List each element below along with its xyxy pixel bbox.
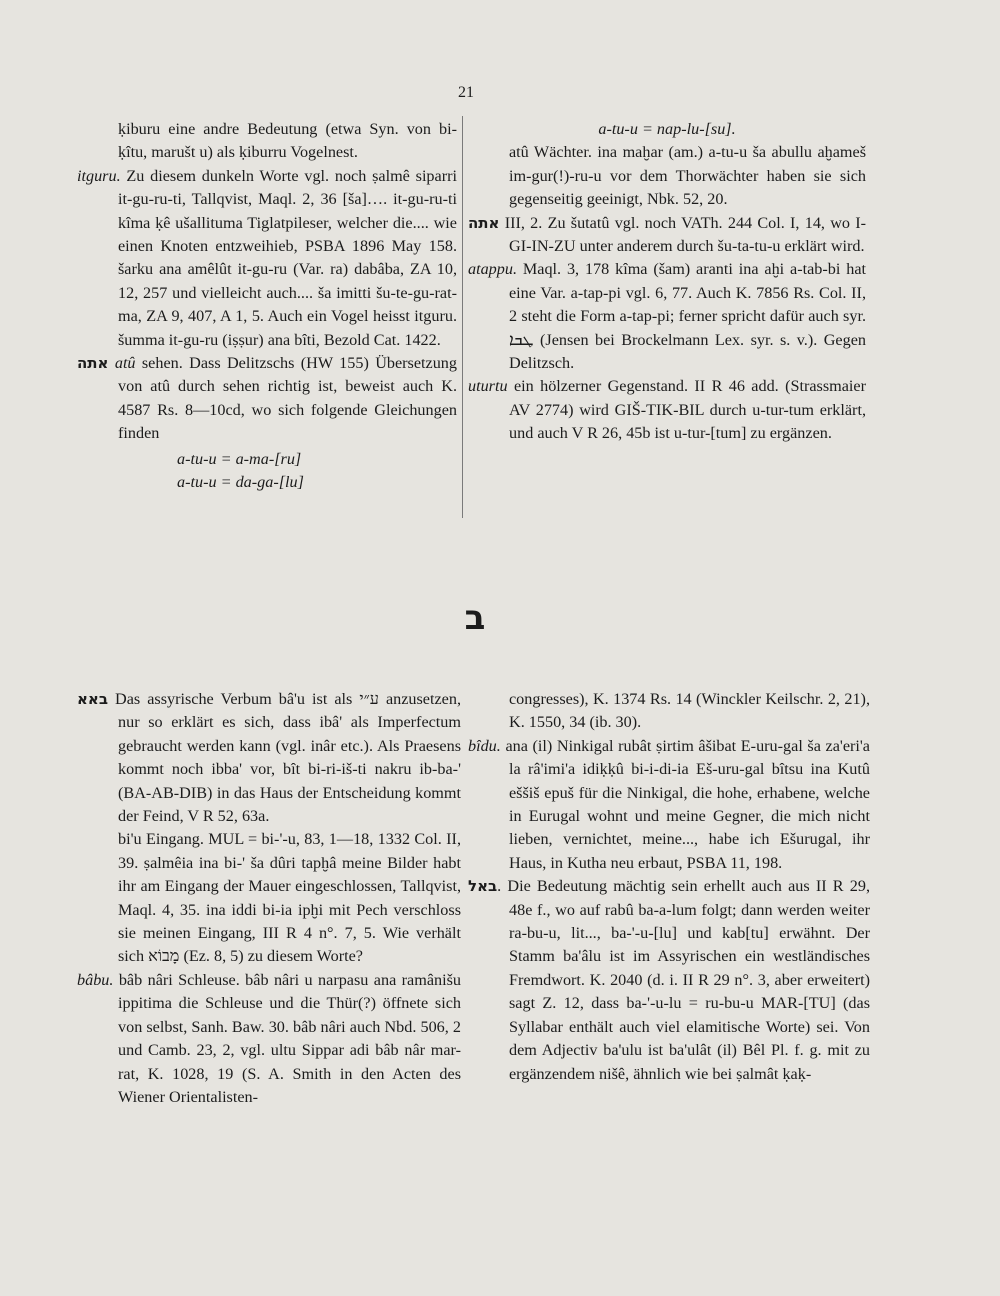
section-letter: ב	[464, 598, 486, 638]
lemma: bâbu.	[77, 970, 114, 989]
entry-babu	[77, 969, 461, 1109]
equation: a-tu-u = a-ma-[ru]	[177, 449, 302, 468]
hebrew-root: אתה	[77, 354, 109, 373]
entry-atu-iii2	[468, 212, 866, 259]
entry-bal	[468, 875, 870, 1086]
entry-bidu	[468, 735, 870, 875]
entry-baa	[77, 688, 461, 828]
equation: a-tu-u = da-ga-[lu]	[177, 473, 304, 492]
paragraph-biu: bi'u Eingang. MUL = bi-'-u, 83, 1—18, 1332 Col. II, 39. ṣalmêia ina bi-' ša dûri tapḫâ meine Bilder habt ihr am Eingang der Mauer eingeschlossen, Tallqvist, Maql. 4, 35. ina iddi bi-ia ipḫi mit Pech verschloss sie meinen Eingang, III R 4 n°. 7, 5. Wie verhält sich מָבוֹא (Ez. 8, 5) zu diesem Worte?	[118, 830, 461, 966]
bottom-right-column	[468, 688, 870, 1086]
equations	[77, 448, 457, 495]
top-right-column	[468, 118, 866, 446]
entry-uturtu	[468, 375, 866, 445]
bottom-left-column	[77, 688, 461, 1109]
lemma: uturtu	[468, 377, 508, 396]
hebrew-root: אתה	[468, 213, 500, 232]
lemma: atû	[114, 354, 136, 373]
column-divider	[462, 116, 463, 518]
lemma: bîdu.	[468, 736, 501, 755]
page-number: 21	[458, 84, 474, 101]
top-left-column	[77, 118, 457, 495]
lemma: atappu.	[468, 260, 518, 279]
entry-text: sehen. Dass Delitzschs (HW 155) Übersetzung von atû durch sehen richtig ist, beweist auch K. 4587 Rs. 8—10cd, wo sich folgende Gleichungen finden	[118, 354, 457, 443]
entry-text: Maql. 3, 178 kîma (šam) aranti ina aḫi a-tab-bi hat eine Var. a-tap-pi vgl. 6, 77. Auch K. 7856 Rs. Col. II, 2 steht die Form a-tap-pi; ferner spricht dafür auch syr. ܛܒܐ (Jensen bei Brockelmann Lex. syr. s. v.). Gegen Delitzsch.	[509, 260, 866, 373]
entry-atappu	[468, 258, 866, 375]
entry-text: III, 2. Zu šutatû vgl. noch VATh. 244 Col. I, 14, wo I-GI-IN-ZU unter anderem durch šu-ta-tu-u erklärt wird.	[499, 213, 866, 256]
entry-text: Das assyrische Verbum bâ'u ist als ע״י anzusetzen, nur so erklärt es sich, dass ibâ' als Imperfectum gebraucht werden kann (vgl. inâr etc.). Als Praesens kommt noch ibba' vor, bît bi-ri-iš-ti nakru ib-ba-' (BA-AB-DIB) in das Haus der Entscheidung kommt der Feind, V R 52, 63a.	[108, 690, 461, 826]
entry-text: Zu diesem dunkeln Worte vgl. noch ṣalmê siparri it-gu-ru-ti, Tallqvist, Maql. 2, 36 [ša]…. it-gu-ru-ti kîma ḳê ušallituma Tiglatpileser, welcher die.... wie einen Knoten entzweihieb, PSBA 1896 May 158. šarku ana amêlût it-gu-ru (Var. ra) dabâba, ZA 10, 12, 257 und vielleicht auch.... ša imitti šu-te-gu-rat-ma, ZA 9, 407, A 1, 5. Auch ein Vogel heisst itguru. šumma it-gu-ru (iṣṣur) ana bîti, Bezold Cat. 1422.	[118, 166, 457, 349]
continued-paragraph: congresses), K. 1374 Rs. 14 (Winckler Keilschr. 2, 21), K. 1550, 34 (ib. 30).	[509, 690, 870, 732]
hebrew-root: באל	[468, 877, 498, 896]
entry-text: ana (il) Ninkigal rubât ṣirtim âšibat E-uru-gal ša za'eri'a la râ'imi'a idiḳḳû bi-i-di-ia Eš-uru-gal bîtsu ina Kutû eššiš epuš für die Ninkigal, die hohe, erhabene, welche in Eurugal wohnt und meine Gegner, die mich nicht lieben, vernichtet, meine..., habe ich Ešurugal, ihr Haus, in Kutha neu erbaut, PSBA 11, 198.	[500, 736, 870, 872]
entry-text: . Die Bedeutung mächtig sein erhellt auch aus II R 29, 48e f., wo auf rabû ba-a-lum folgt; dann werden weiter ra-bu-u, lit..., ba-'-u-[lu] und kab[tu] erwähnt. Der Stamm ba'âlu ist im Assyrischen ein westländisches Fremdwort. K. 2040 (d. i. II R 29 n°. 3, aber erweitert) sagt Z. 12, dass ba-'-u-lu = ru-bu-u MAR-[TU] (das Syllabar enthält auch viel elamitische Worte) sei. Von dem Adjectiv ba'ulu ist ba'ulât (il) Bêl Pl. f. g. mit zu ergänzendem nišê, ähnlich wie bei ṣalmât ḳaḳ-	[497, 877, 870, 1083]
paragraph-atu-waechter: atû Wächter. ina maḫar (am.) a-tu-u ša abullu aḫameš im-gur(!)-ru-u vor dem Thorwächter haben sie sich gegenseitig geeinigt, Nbk. 52, 20.	[509, 143, 866, 209]
entry-itguru	[77, 165, 457, 352]
entry-text: ein hölzerner Gegenstand. II R 46 add. (Strassmaier AV 2774) wird GIŠ-TIK-BIL durch u-tur-tum erklärt, und auch V R 26, 45b ist u-tur-[tum] zu ergänzen.	[507, 377, 866, 443]
entry-text: bâb nâri Schleuse. bâb nâri u narpasu ana ramânišu ippitima die Schleuse und die Thür(?) öffnete sich von selbst, Sanh. Baw. 30. bâb nâri auch Nbd. 506, 2 und Camb. 23, 2, vgl. ultu Sippar adi bâb nâr mar-rat, K. 1028, 19 (S. A. Smith in den Acten des Wiener Orientalisten-	[113, 970, 461, 1106]
hebrew-root: באא	[77, 690, 108, 708]
equation: a-tu-u = nap-lu-[su].	[598, 120, 736, 138]
entry-atu	[77, 352, 457, 446]
continued-paragraph: ḳiburu eine andre Bedeutung (etwa Syn. von bi-ḳîtu, marušt u) als ḳiburru Vogelnest.	[118, 120, 457, 162]
lemma: itguru.	[77, 166, 121, 185]
